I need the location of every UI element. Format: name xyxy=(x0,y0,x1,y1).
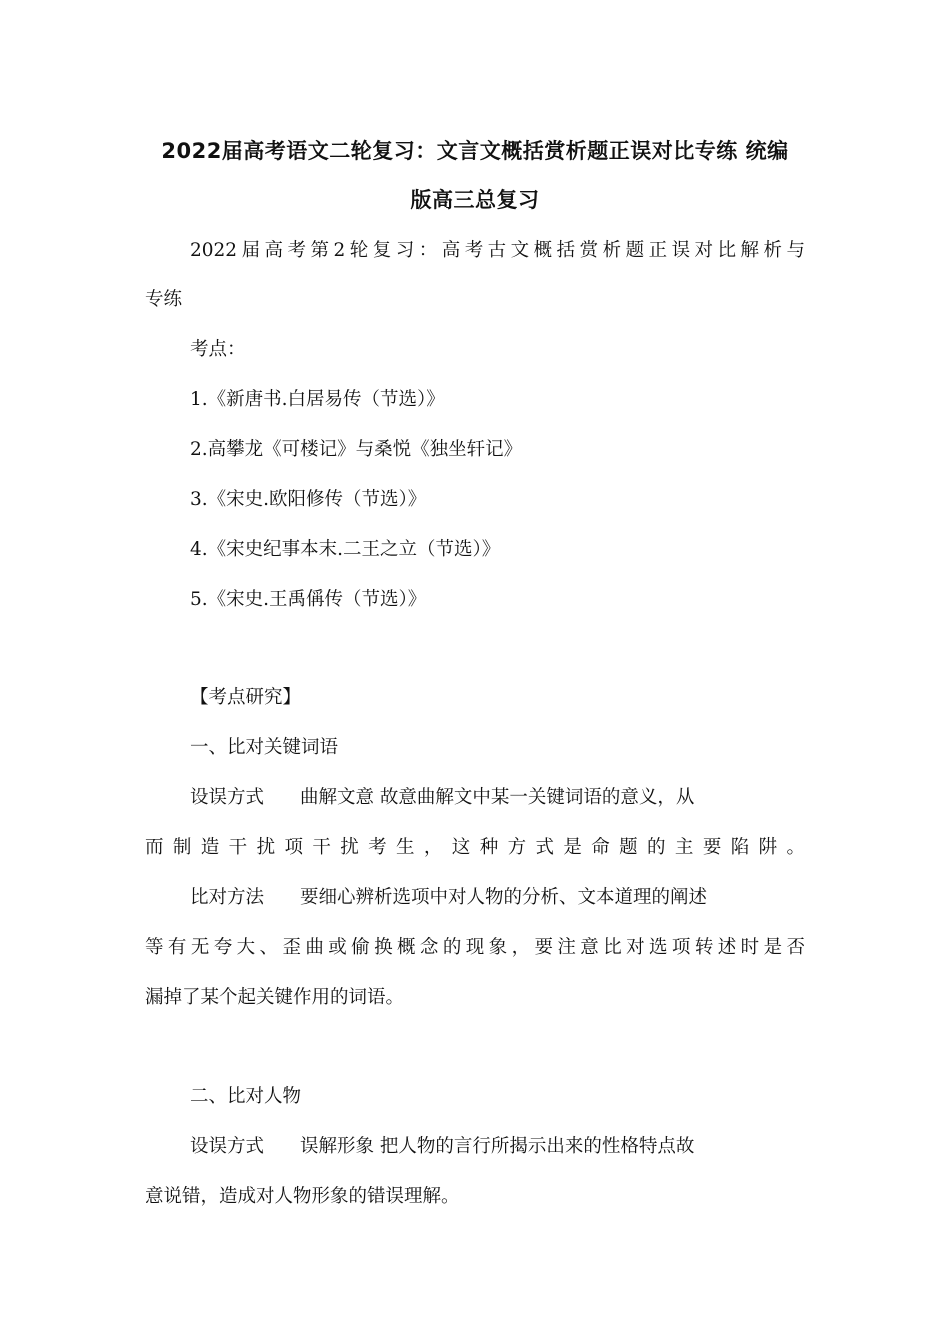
kaodian-item-4: 4.《宋史纪事本末.二王之立（节选）》 xyxy=(190,539,501,560)
section-2-para-1-line-2: 意说错，造成对人物形象的错误理解。 xyxy=(145,1186,460,1207)
section-1-para-2-line-2: 等有无夸大、歪曲或偷换概念的现象，要注意比对选项转述时是否 xyxy=(145,937,805,958)
document-title-line-1: 2022届高考语文二轮复习：文言文概括赏析题正误对比专练 统编 xyxy=(161,139,789,163)
kaodian-item-5: 5.《宋史.王禹偁传（节选）》 xyxy=(190,589,427,610)
section-2-para-1-line-1 xyxy=(190,1133,805,1161)
section-1-para-1-label: 设误方式 xyxy=(190,787,265,808)
section-1-para-2-label: 比对方法 xyxy=(190,887,265,908)
section-2-para-1-label: 设误方式 xyxy=(190,1136,265,1157)
kaodian-item-3: 3.《宋史.欧阳修传（节选）》 xyxy=(190,489,427,510)
section-1-para-1-line-2: 而制造干扰项干扰考生，这种方式是命题的主要陷阱。 xyxy=(145,837,805,858)
section-1-para-2-line-1 xyxy=(190,884,805,912)
intro-line-2: 专练 xyxy=(145,289,183,310)
section-1-para-2-text: 要细心辨析选项中对人物的分析、文本道理的阐述 xyxy=(300,887,708,908)
section-1-heading: 一、比对关键词语 xyxy=(190,737,339,758)
kaodian-item-2: 2.高攀龙《可楼记》与桑悦《独坐轩记》 xyxy=(190,439,523,460)
kaodian-label: 考点： xyxy=(190,339,246,360)
section-1-para-1-text: 曲解文意 故意曲解文中某一关键词语的意义，从 xyxy=(300,787,695,808)
section-1-para-1-line-1 xyxy=(190,784,805,812)
document-title-line-2: 版高三总复习 xyxy=(410,188,540,212)
kaodian-item-1: 1.《新唐书.白居易传（节选）》 xyxy=(190,389,445,410)
section-1-para-2-line-3: 漏掉了某个起关键作用的词语。 xyxy=(145,987,405,1008)
section-2-heading: 二、比对人物 xyxy=(190,1086,302,1107)
section-2-para-1-text: 误解形象 把人物的言行所揭示出来的性格特点故 xyxy=(300,1136,695,1157)
intro-line-1: 2022届高考第2轮复习：高考古文概括赏析题正误对比解析与 xyxy=(190,240,805,261)
research-heading: 【考点研究】 xyxy=(190,687,302,708)
